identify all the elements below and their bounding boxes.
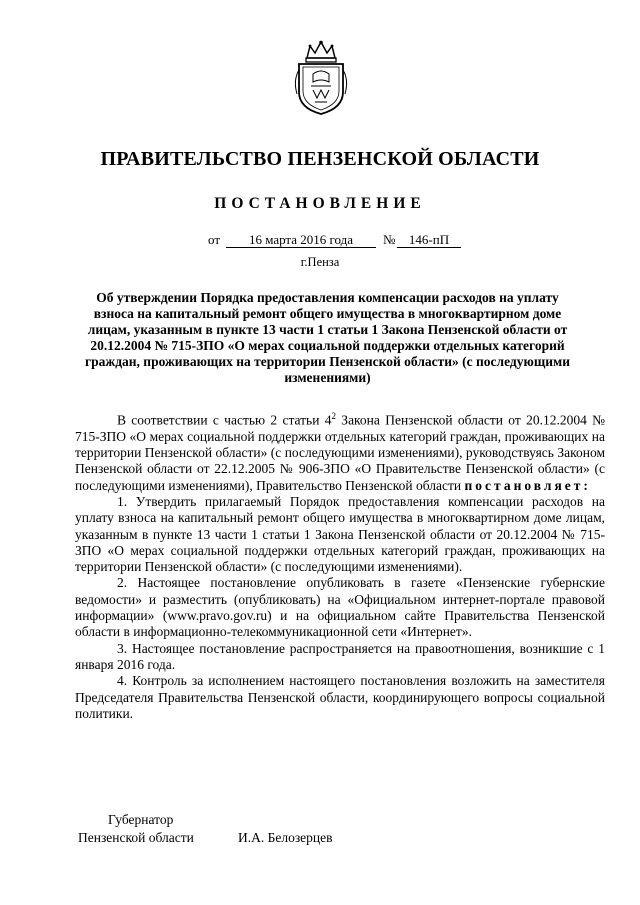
- document-type: ПОСТАНОВЛЕНИЕ: [214, 195, 426, 212]
- paragraph-4: 4. Контроль за исполнением настоящего постановления возложить на заместителя Председателя Правительства Пензенской области, координирующего вопросы социальной политики.: [75, 673, 605, 721]
- date-prefix: от: [208, 232, 221, 247]
- city: г.Пенза: [300, 255, 340, 269]
- paragraph-2: 2. Настоящее постановление опубликовать в газете «Пензенские губернские ведомости» и разместить (опубликовать) на «Официальном интернет-портале правовой информации» (www.pravo.gov.ru) и на официальном сайте Правительства Пензенской области в информационно-телекоммуникационной сети «Интернет».: [75, 575, 605, 640]
- pensa-coat-of-arms-icon: [291, 40, 351, 116]
- preamble-paragraph: [75, 408, 605, 494]
- number-prefix: №: [383, 232, 396, 247]
- signatory-position-line2: Пензенской области: [78, 830, 194, 845]
- signatory-position-line1: Губернатор: [108, 812, 174, 827]
- document-date: 16 марта 2016 года: [226, 232, 376, 248]
- paragraph-1: 1. Утвердить прилагаемый Порядок предоставления компенсации расходов на уплату взноса на капитальный ремонт общего имущества в многоквартирном доме лицам, указанным в пункте 13 части 1 статьи 1 Закона Пензенской области от 20.12.2004 № 715-ЗПО «О мерах социальной поддержки отдельных категорий граждан, проживающих на территории Пензенской области» (с последующими изменениями).: [75, 493, 605, 575]
- paragraph-3: 3. Настоящее постановление распространяется на правоотношения, возникшие с 1 января 2016 года.: [75, 640, 605, 672]
- signatory-name: И.А. Белозерцев: [238, 830, 333, 845]
- government-name: ПРАВИТЕЛЬСТВО ПЕНЗЕНСКОЙ ОБЛАСТИ: [100, 148, 540, 170]
- preamble-text-b: Закона Пензенской области от 20.12.2004 № 715-ЗПО «О мерах социальной поддержки отдельных категорий граждан, проживающих на территории Пензенской области» (с последующими изменениями), руководствуясь Законом Пензенской области от 22.12.2005 № 906-ЗПО «О Правительстве Пензенской области» (с последующими изменениями), Правительство Пензенской области: [75, 412, 605, 493]
- document-title: Об утверждении Порядка предоставления компенсации расходов на уплату взноса на капитальный ремонт общего имущества в многоквартирном доме лицам, указанным в пункте 13 части 1 статьи 1 Закона Пензенской области от 20.12.2004 № 715-ЗПО «О мерах социальной поддержки отдельных категорий граждан, проживающих на территории Пензенской области» (с последующими изменениями): [85, 290, 570, 385]
- article-superscript: 2: [331, 411, 336, 421]
- resolves-word: постановляет:: [464, 477, 591, 493]
- preamble-text-a: В соответствии с частью 2 статьи 4: [117, 412, 332, 428]
- document-body: [75, 408, 605, 722]
- document-number: 146-пП: [397, 232, 461, 248]
